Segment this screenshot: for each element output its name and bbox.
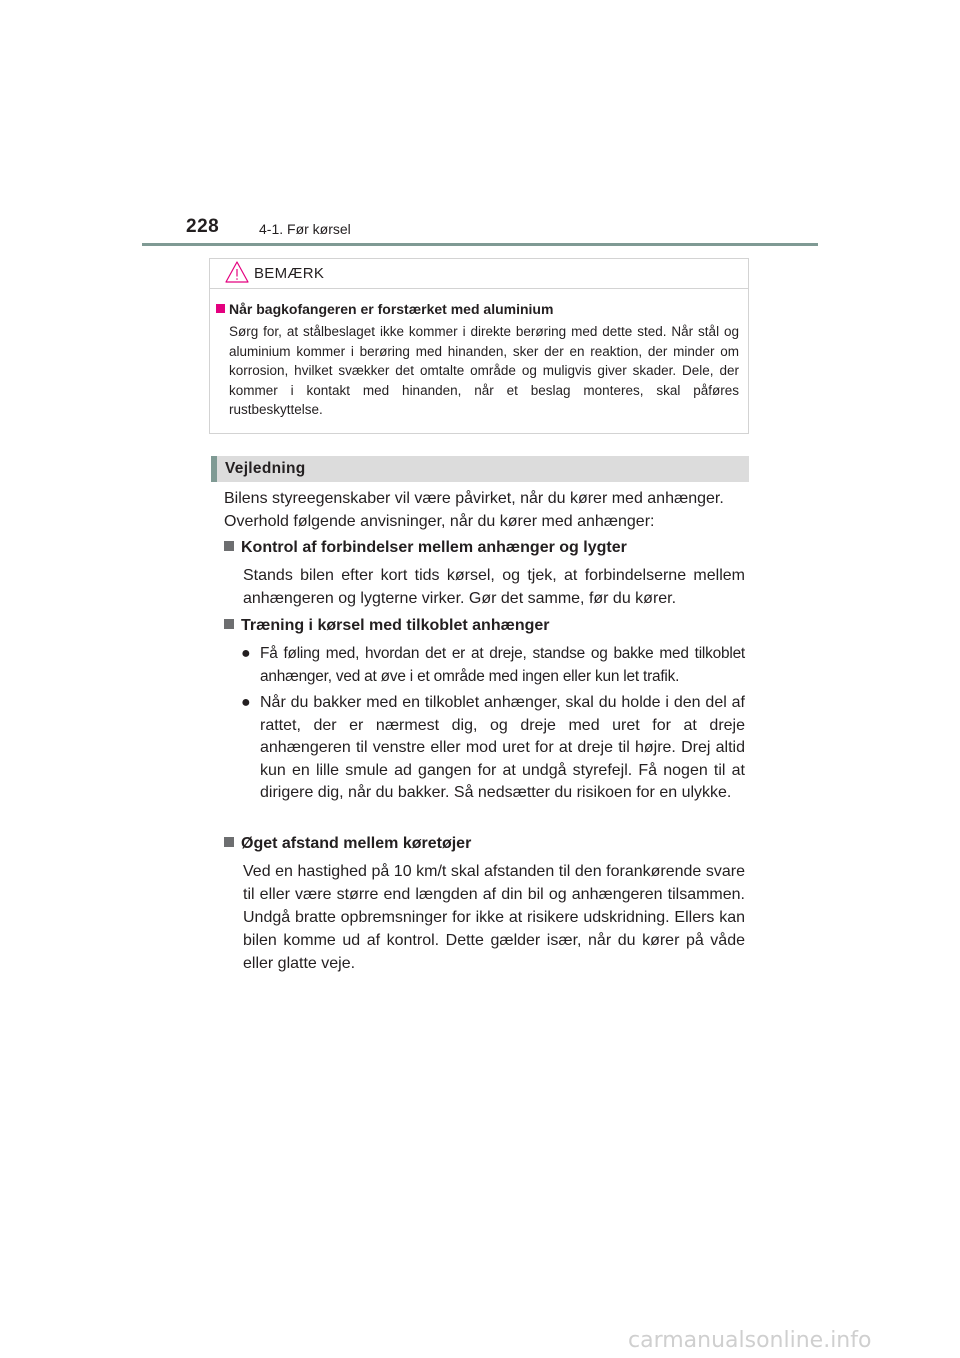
- notice-subhead-text: Når bagkofangeren er forstærket med aluminium: [229, 301, 554, 317]
- subheading-training: [224, 617, 550, 635]
- notice-box: [209, 258, 749, 434]
- header-rule: [142, 243, 818, 246]
- intro-line-2: Overhold følgende anvisninger, når du kører med anhænger:: [224, 513, 655, 530]
- gray-square-icon: [224, 619, 234, 629]
- intro-text: [224, 487, 746, 533]
- subheading-connections: [224, 539, 627, 557]
- bullet-glyph: ●: [241, 645, 251, 662]
- pink-square-icon: [216, 304, 225, 313]
- paragraph-distance: Ved en hastighed på 10 km/t skal afstanden til den forankørende svare til eller være større end længden af din bil og anhængeren tilsammen. Undgå bratte opbremsninger for ikke at risikere udskridning. Ellers kan bilen komme ud af kontrol. Dette gælder især, når du kører på våde eller glatte veje.: [243, 863, 745, 972]
- bullet-glyph: ●: [241, 694, 251, 711]
- notice-title: BEMÆRK: [254, 265, 325, 282]
- warning-triangle-icon: [225, 261, 249, 283]
- subheading-text: Øget afstand mellem køretøjer: [241, 835, 472, 852]
- subheading-text: Kontrol af forbindelser mellem anhænger og lygter: [241, 539, 627, 556]
- subheading-text: Træning i kørsel med tilkoblet anhænger: [241, 617, 550, 634]
- gray-square-icon: [224, 541, 234, 551]
- guide-title: Vejledning: [225, 460, 306, 477]
- intro-line-1: Bilens styreegenskaber vil være påvirket, når du kører med anhænger.: [224, 490, 724, 507]
- notice-text: Sørg for, at stålbeslaget ikke kommer i direkte berøring med dette sted. Når stål og aluminium kommer i berøring med hinanden, sker der en reaktion, der minder om korrosion, hvilket svækker det omtalte område og muligvis giver skader. Dele, der kommer i kontakt med hinanden, når et beslag monteres, skal påføres rustbeskyttelse.: [229, 324, 739, 418]
- section-label: 4-1. Før kørsel: [259, 221, 351, 237]
- watermark: carmanualsonline.info: [628, 1328, 872, 1353]
- paragraph-connections: Stands bilen efter kort tids kørsel, og tjek, at forbindelserne mellem anhængeren og lygterne virker. Gør det samme, før du kører.: [243, 567, 745, 607]
- guide-heading-bar: [211, 456, 749, 482]
- bullet-text: Når du bakker med en tilkoblet anhænger, skal du holde i den del af rattet, der er nærmest dig, og dreje med uret for at dreje anhængeren til venstre eller mod uret for at dreje til højre. Drej altid kun en lille smule ad gangen for at undgå styrefejl. Få nogen til at dirigere dig, når du bakker. Så nedsætter du risikoen for en ulykke.: [260, 694, 745, 801]
- notice-subhead: [216, 301, 553, 317]
- notice-header: [210, 259, 748, 289]
- page-number: 228: [186, 216, 220, 237]
- subheading-distance: [224, 835, 471, 853]
- gray-square-icon: [224, 837, 234, 847]
- bullet-text: Få føling med, hvordan det er at dreje, standse og bakke med tilkoblet anhænger, ved at øve i et område med ingen eller kun let trafik.: [260, 645, 745, 685]
